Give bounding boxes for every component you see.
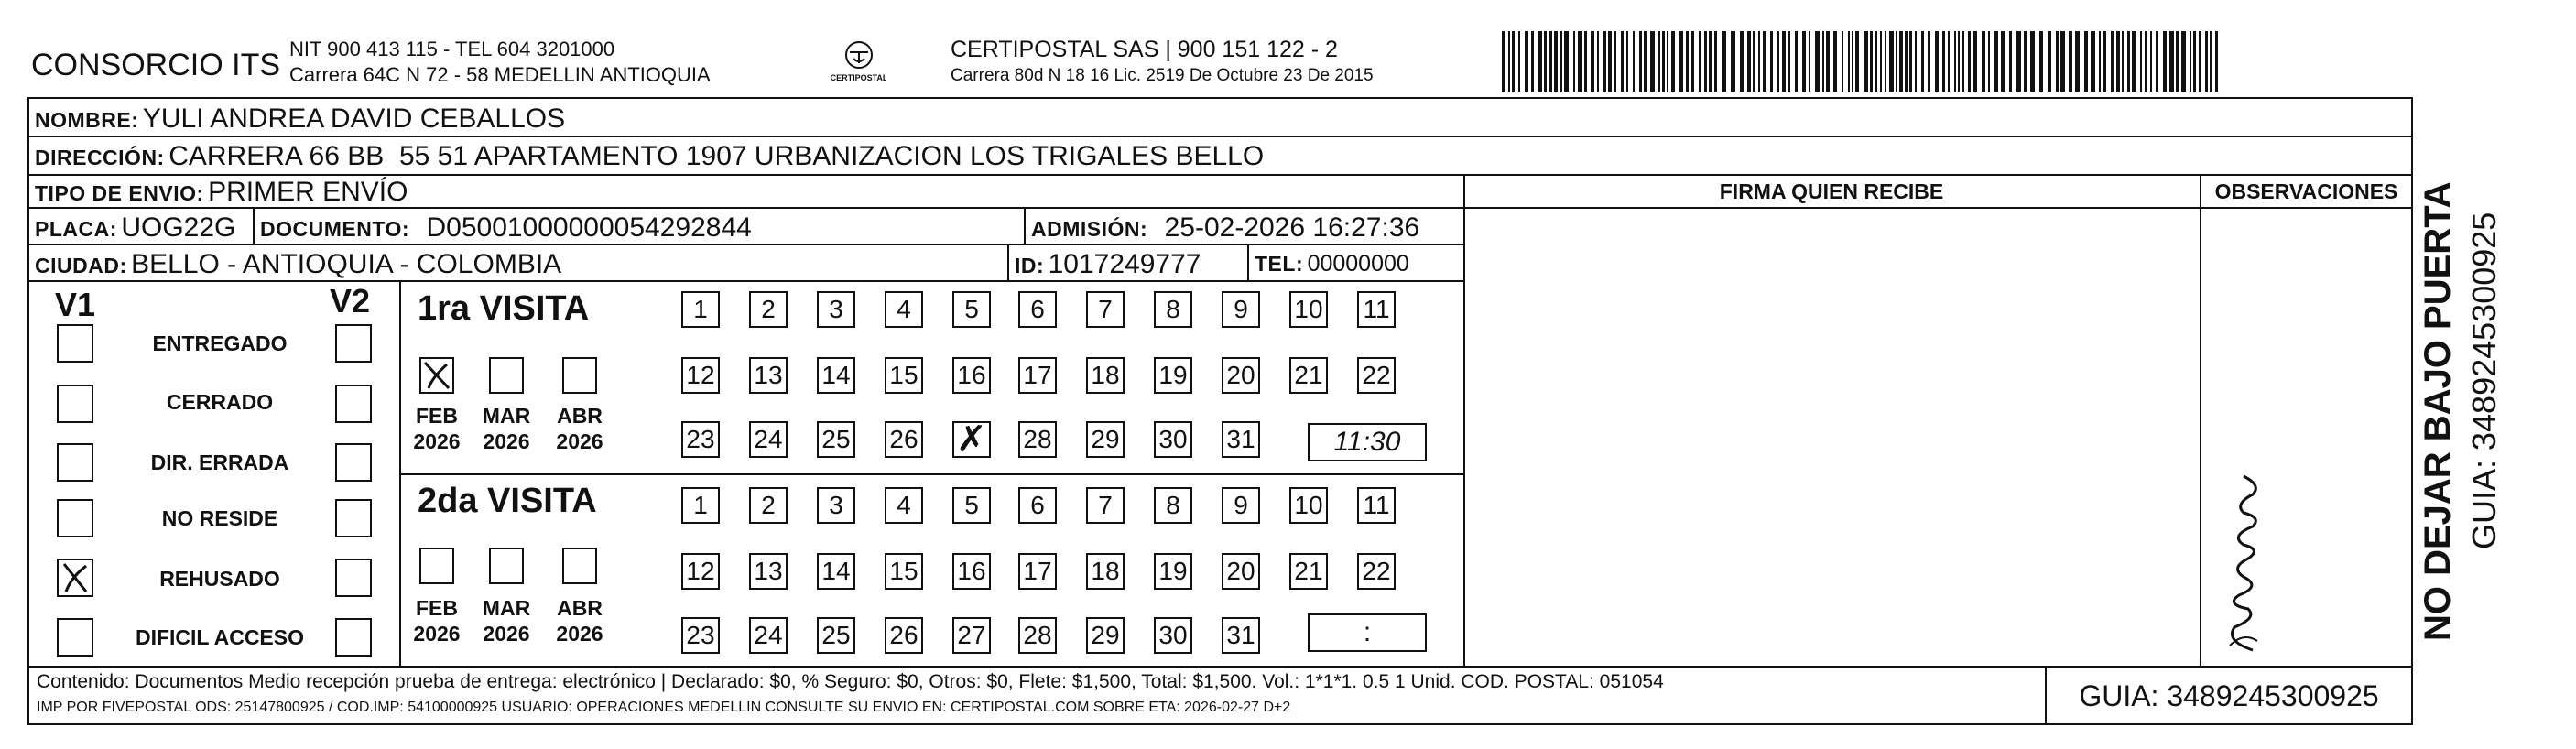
v2-dir-errada-checkbox[interactable] — [335, 443, 372, 482]
visit2-feb-checkbox[interactable] — [419, 548, 454, 584]
placa-value: UOG22G — [121, 212, 236, 243]
status-dificil-acceso: DIFICIL ACCESO — [135, 625, 304, 649]
v2-day-18[interactable]: 18 — [1086, 553, 1125, 590]
v1-day-10[interactable]: 10 — [1289, 291, 1328, 328]
company-address: Carrera 64C N 72 - 58 MEDELLIN ANTIOQUIA — [289, 63, 711, 86]
v1-day-14[interactable]: 14 — [817, 357, 855, 394]
name-row — [35, 103, 565, 135]
v2-day-23[interactable]: 23 — [681, 617, 720, 654]
v2-day-28[interactable]: 28 — [1018, 617, 1057, 654]
svg-text:CERTIPOSTAL: CERTIPOSTAL — [831, 73, 886, 82]
visit1-feb-label: FEB 2026 — [413, 404, 461, 453]
firma-header: FIRMA QUIEN RECIBE — [1719, 179, 1944, 203]
v1-day-11[interactable]: 11 — [1357, 291, 1396, 328]
v1-day-13[interactable]: 13 — [749, 357, 788, 394]
v2-day-17[interactable]: 17 — [1018, 553, 1057, 590]
v2-day-10[interactable]: 10 — [1289, 487, 1328, 524]
documento-row — [260, 212, 752, 244]
v2-day-15[interactable]: 15 — [885, 553, 923, 590]
v1-day-29[interactable]: 29 — [1086, 421, 1125, 458]
footer-content: Contenido: Documentos Medio recepción prueba de entrega: electrónico | Declarado: $0, % Seguro: $0, Otros: $0, Flete: $1,500, Total: $1,500. Vol.: 1*1*1. 0.5 1 Unid. COD. POSTAL: 051054 — [37, 671, 1664, 692]
v1-day-22[interactable]: 22 — [1357, 357, 1396, 394]
visit2-feb-label: FEB 2026 — [413, 596, 461, 646]
v1-rehusado-checkbox[interactable] — [57, 559, 93, 597]
v2-day-11[interactable]: 11 — [1357, 487, 1396, 524]
v2-entregado-checkbox[interactable] — [335, 324, 372, 363]
tel-value: 00000000 — [1307, 251, 1409, 277]
v1-day-25[interactable]: 25 — [817, 421, 855, 458]
status-entregado: ENTREGADO — [152, 331, 288, 355]
tel-row — [1255, 251, 1409, 277]
v2-day-27[interactable]: 27 — [952, 617, 991, 654]
tipo-row — [35, 177, 408, 208]
v2-day-6[interactable]: 6 — [1018, 487, 1057, 524]
v1-day-1[interactable]: 1 — [681, 291, 720, 328]
v2-day-13[interactable]: 13 — [749, 553, 788, 590]
v2-day-21[interactable]: 21 — [1289, 553, 1328, 590]
v2-day-4[interactable]: 4 — [885, 487, 923, 524]
side-guia: GUIA: 3489245300925 — [2465, 212, 2503, 549]
v1-day-24[interactable]: 24 — [749, 421, 788, 458]
visit2-title: 2da VISITA — [418, 482, 597, 520]
v2-day-5[interactable]: 5 — [952, 487, 991, 524]
v2-day-29[interactable]: 29 — [1086, 617, 1125, 654]
v2-day-3[interactable]: 3 — [817, 487, 855, 524]
visit2-mar-label: MAR 2026 — [482, 596, 531, 646]
v1-day-31[interactable]: 31 — [1222, 421, 1260, 458]
visit2-mar-checkbox[interactable] — [489, 548, 524, 584]
v2-no-reside-checkbox[interactable] — [335, 499, 372, 537]
company-name: CONSORCIO ITS — [31, 48, 281, 82]
v1-day-16[interactable]: 16 — [952, 357, 991, 394]
certipostal-logo — [831, 37, 886, 90]
v1-day-17[interactable]: 17 — [1018, 357, 1057, 394]
placa-row — [35, 212, 235, 244]
visit2-abr-label: ABR 2026 — [556, 596, 603, 646]
ciudad-value: BELLO - ANTIOQUIA - COLOMBIA — [131, 249, 562, 279]
v2-day-24[interactable]: 24 — [749, 617, 788, 654]
recipient-address: CARRERA 66 BB 55 51 APARTAMENTO 1907 URBANIZACION LOS TRIGALES BELLO — [168, 141, 1265, 171]
v2-day-20[interactable]: 20 — [1222, 553, 1260, 590]
status-rehusado: REHUSADO — [159, 567, 280, 591]
admision-row — [1031, 212, 1419, 244]
address-row — [35, 141, 1264, 172]
id-label: ID: — [1015, 254, 1045, 277]
v1-day-21[interactable]: 21 — [1289, 357, 1328, 394]
footer-guia: GUIA: 3489245300925 — [2079, 679, 2379, 712]
v1-dificil-acceso-checkbox[interactable] — [57, 618, 93, 657]
v2-header: V2 — [330, 282, 371, 320]
v1-day-2[interactable]: 2 — [749, 291, 788, 328]
v2-day-2[interactable]: 2 — [749, 487, 788, 524]
v1-day-27[interactable] — [952, 418, 991, 461]
v1-day-19[interactable]: 19 — [1154, 357, 1192, 394]
ciudad-row — [35, 249, 561, 280]
v1-header: V1 — [55, 286, 96, 323]
ciudad-label: CIUDAD: — [35, 254, 127, 277]
v1-day-18[interactable]: 18 — [1086, 357, 1125, 394]
name-label: NOMBRE: — [35, 108, 139, 132]
admision-value: 25-02-2026 16:27:36 — [1164, 212, 1420, 243]
documento-label: DOCUMENTO: — [260, 217, 410, 241]
visit1-mar-label: MAR 2026 — [482, 404, 531, 453]
v1-day-3[interactable]: 3 — [817, 291, 855, 328]
tipo-label: TIPO DE ENVIO: — [35, 181, 204, 205]
carrier-address: Carrera 80d N 18 16 Lic. 2519 De Octubre 23 De 2015 — [951, 66, 1374, 85]
v2-day-30[interactable]: 30 — [1154, 617, 1192, 654]
visit2-time[interactable]: : — [1308, 613, 1427, 652]
status-cerrado: CERRADO — [166, 390, 274, 414]
v1-day-12[interactable]: 12 — [681, 357, 720, 394]
v1-no-reside-checkbox[interactable] — [57, 499, 93, 537]
footer-imp: IMP POR FIVEPOSTAL ODS: 25147800925 / COD.IMP: 54100000925 USUARIO: OPERACIONES MEDELLIN CONSULTE SU ENVIO EN: CERTIPOSTAL.COM SOBRE ETA: 2026-02-27 D+2 — [37, 700, 1291, 715]
visit1-feb-checkbox[interactable] — [419, 357, 454, 394]
v1-day-8[interactable]: 8 — [1154, 291, 1192, 328]
signature — [2216, 458, 2271, 659]
v1-day-7[interactable]: 7 — [1086, 291, 1125, 328]
barcode — [1502, 31, 2225, 92]
v2-day-8[interactable]: 8 — [1154, 487, 1192, 524]
v2-day-25[interactable]: 25 — [817, 617, 855, 654]
check-mark-icon — [421, 359, 452, 392]
v2-day-1[interactable]: 1 — [681, 487, 720, 524]
v1-entregado-checkbox[interactable] — [57, 324, 93, 363]
address-label: DIRECCIÓN: — [35, 146, 165, 169]
v2-day-26[interactable]: 26 — [885, 617, 923, 654]
visit1-title: 1ra VISITA — [418, 289, 590, 328]
v2-day-14[interactable]: 14 — [817, 553, 855, 590]
v2-day-7[interactable]: 7 — [1086, 487, 1125, 524]
v1-cerrado-checkbox[interactable] — [57, 385, 93, 423]
v2-day-9[interactable]: 9 — [1222, 487, 1260, 524]
observaciones-header: OBSERVACIONES — [2214, 179, 2398, 203]
v1-dir-errada-checkbox[interactable] — [57, 443, 93, 482]
v1-day-4[interactable]: 4 — [885, 291, 923, 328]
visit2-abr-checkbox[interactable] — [562, 548, 597, 584]
company-nit-tel: NIT 900 413 115 - TEL 604 3201000 — [289, 38, 615, 60]
v2-day-31[interactable]: 31 — [1222, 617, 1260, 654]
tipo-envio: PRIMER ENVÍO — [208, 177, 408, 207]
side-warning: NO DEJAR BAJO PUERTA — [2418, 181, 2458, 641]
carrier-name: CERTIPOSTAL SAS | 900 151 122 - 2 — [951, 37, 1338, 62]
v2-day-19[interactable]: 19 — [1154, 553, 1192, 590]
v2-cerrado-checkbox[interactable] — [335, 385, 372, 423]
documento-value: D05001000000054292844 — [426, 212, 752, 243]
visit1-time[interactable]: 11:30 — [1308, 423, 1427, 461]
v2-rehusado-checkbox[interactable] — [335, 559, 372, 597]
id-value: 1017249777 — [1048, 249, 1201, 279]
tel-label: TEL: — [1255, 252, 1304, 276]
v1-day-5[interactable]: 5 — [952, 291, 991, 328]
visit1-abr-checkbox[interactable] — [562, 357, 597, 394]
status-dir-errada: DIR. ERRADA — [150, 450, 289, 474]
v1-day-20[interactable]: 20 — [1222, 357, 1260, 394]
v1-day-15[interactable]: 15 — [885, 357, 923, 394]
recipient-name: YULI ANDREA DAVID CEBALLOS — [142, 103, 566, 134]
v2-dificil-acceso-checkbox[interactable] — [335, 618, 372, 657]
placa-label: PLACA: — [35, 217, 117, 241]
id-row — [1015, 249, 1201, 280]
v1-day-9[interactable]: 9 — [1222, 291, 1260, 328]
v1-day-23[interactable]: 23 — [681, 421, 720, 458]
v1-day-30[interactable]: 30 — [1154, 421, 1192, 458]
check-mark-icon — [59, 560, 92, 595]
v2-day-16[interactable]: 16 — [952, 553, 991, 590]
check-mark-icon: ✗ — [956, 418, 987, 461]
v1-day-6[interactable]: 6 — [1018, 291, 1057, 328]
v2-day-22[interactable]: 22 — [1357, 553, 1396, 590]
status-no-reside: NO RESIDE — [161, 506, 278, 530]
visit1-mar-checkbox[interactable] — [489, 357, 524, 394]
v1-day-26[interactable]: 26 — [885, 421, 923, 458]
v1-day-28[interactable]: 28 — [1018, 421, 1057, 458]
v2-day-12[interactable]: 12 — [681, 553, 720, 590]
admision-label: ADMISIÓN: — [1031, 217, 1148, 241]
visit1-abr-label: ABR 2026 — [556, 404, 603, 453]
